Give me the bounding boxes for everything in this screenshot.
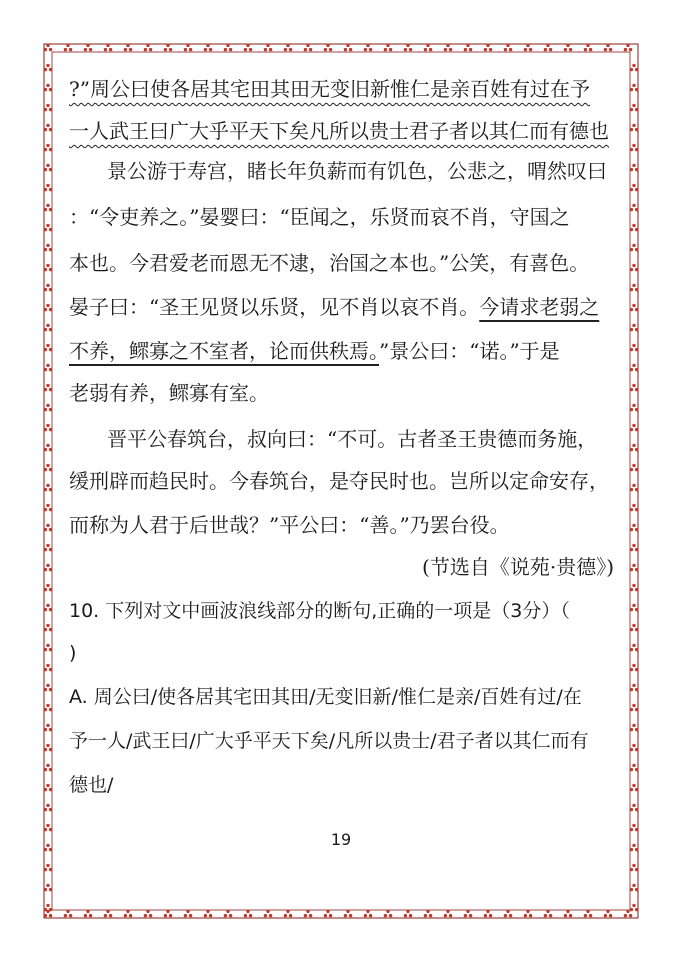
border-ornament <box>304 910 313 918</box>
border-ornament <box>44 864 53 872</box>
border-ornament <box>630 104 639 112</box>
border-ornament <box>404 44 413 52</box>
border-ornament <box>44 684 53 692</box>
border-ornament <box>44 804 53 812</box>
border-ornament <box>104 44 113 52</box>
border-ornament <box>630 224 639 232</box>
border-ornament <box>124 44 133 52</box>
border-ornament <box>244 44 253 52</box>
border-ornament <box>284 44 293 52</box>
passage-line-9: 晋平公春筑台，叔向曰：“不可。古者圣王贵德而务施， <box>107 427 598 451</box>
border-ornament <box>44 884 53 892</box>
border-ornament <box>630 724 639 732</box>
passage-line-11: 而称为人君于后世哉？”平公曰：“善。”乃罢台役。 <box>69 513 510 537</box>
border-ornament <box>64 44 73 52</box>
border-ornament <box>44 624 53 632</box>
border-ornament <box>404 910 413 918</box>
border-ornament <box>630 184 639 192</box>
border-ornament <box>324 44 333 52</box>
border-ornament <box>630 244 639 252</box>
passage-line-3: 景公游于寿宫，睹长年负薪而有饥色，公悲之，喟然叹曰 <box>107 159 607 183</box>
border-ornament <box>44 104 53 112</box>
border-ornament <box>44 584 53 592</box>
border-ornament <box>630 764 639 772</box>
question-stem: 10. 下列对文中画波浪线部分的断句,正确的一项是（3分）（ <box>69 600 570 622</box>
wavy-underline-text-2: 一人武王曰广大乎平天下矣凡所以贵士君子者以其仁而有德也 <box>69 119 609 143</box>
border-ornament <box>444 44 453 52</box>
page-number: 19 <box>330 830 352 849</box>
border-ornament <box>44 644 53 652</box>
border-ornament <box>630 624 639 632</box>
border-ornament <box>44 224 53 232</box>
border-ornament <box>44 464 53 472</box>
border-ornament <box>44 124 53 132</box>
border-ornament <box>630 124 639 132</box>
border-ornament <box>630 424 639 432</box>
border-ornament <box>204 910 213 918</box>
border-ornament <box>504 910 513 918</box>
passage-line-5: 本也。今君爱老而恩无不逮，治国之本也。”公笑，有喜色。 <box>69 251 590 275</box>
border-ornament <box>630 164 639 172</box>
border-ornament <box>630 64 639 72</box>
border-ornament <box>44 64 53 72</box>
border-ornament <box>44 784 53 792</box>
border-ornament <box>44 84 53 92</box>
border-ornament <box>384 910 393 918</box>
border-ornament <box>344 910 353 918</box>
border-ornament <box>44 324 53 332</box>
border-ornament <box>604 910 613 918</box>
border-ornament <box>244 910 253 918</box>
border-ornament <box>630 304 639 312</box>
border-ornament <box>630 644 639 652</box>
passage-line-6: 晏子曰：“圣王见贤以乐贤，见不肖以哀不肖。今请求老弱之 <box>69 295 600 319</box>
underlined-sentence-part-2: 不养，鳏寡之不室者，论而供秩焉。 <box>69 339 379 363</box>
border-ornament <box>384 44 393 52</box>
border-ornament <box>630 804 639 812</box>
border-ornament <box>44 744 53 752</box>
border-ornament <box>144 44 153 52</box>
border-ornament <box>144 910 153 918</box>
border-ornament <box>630 284 639 292</box>
border-ornament <box>630 204 639 212</box>
border-ornament <box>104 910 113 918</box>
border-ornament <box>630 404 639 412</box>
border-ornament <box>524 910 533 918</box>
border-ornament <box>84 44 93 52</box>
border-ornament <box>630 884 639 892</box>
border-ornament <box>44 764 53 772</box>
border-ornament <box>630 264 639 272</box>
border-ornament <box>630 904 639 912</box>
border-ornament <box>324 910 333 918</box>
border-ornament <box>424 44 433 52</box>
passage-line-1 <box>69 76 614 102</box>
border-ornament <box>424 910 433 918</box>
option-a-line-3: 德也/ <box>69 774 114 796</box>
underlined-sentence-part-1: 今请求老弱之 <box>479 295 600 319</box>
border-ornament <box>44 244 53 252</box>
border-ornament <box>630 784 639 792</box>
wavy-underline-text-1: ?”周公曰使各居其宅田其田无变旧新惟仁是亲百姓有过在予 <box>69 77 590 101</box>
border-ornament <box>630 564 639 572</box>
border-ornament <box>124 910 133 918</box>
border-ornament <box>484 44 493 52</box>
border-ornament <box>164 910 173 918</box>
border-ornament <box>44 184 53 192</box>
border-ornament <box>544 44 553 52</box>
passage-line-8: 老弱有养，鳏寡有室。 <box>69 381 269 405</box>
border-ornament <box>44 284 53 292</box>
border-ornament <box>264 44 273 52</box>
border-ornament <box>630 324 639 332</box>
option-a-line-2: 予一人/武王曰/广大乎平天下矣/凡所以贵士/君子者以其仁而有 <box>69 730 589 752</box>
border-ornament <box>630 704 639 712</box>
border-ornament <box>344 44 353 52</box>
border-ornament <box>544 910 553 918</box>
border-ornament <box>624 44 633 52</box>
source-citation: (节选自《说苑·贵德》) <box>422 555 614 579</box>
border-ornament <box>224 910 233 918</box>
border-ornament <box>224 44 233 52</box>
option-a-line-1: A. 周公曰/使各居其宅田其田/无变旧新/惟仁是亲/百姓有过/在 <box>69 686 582 708</box>
border-ornament <box>584 910 593 918</box>
border-ornament <box>584 44 593 52</box>
border-ornament <box>630 344 639 352</box>
border-ornament <box>44 404 53 412</box>
border-ornament <box>630 444 639 452</box>
border-ornament <box>630 464 639 472</box>
border-ornament <box>44 724 53 732</box>
border-ornament <box>184 910 193 918</box>
border-ornament <box>630 364 639 372</box>
border-ornament <box>84 910 93 918</box>
passage-line-2 <box>69 118 614 144</box>
border-ornament <box>364 44 373 52</box>
border-ornament <box>264 910 273 918</box>
border-ornament <box>44 144 53 152</box>
border-ornament <box>630 484 639 492</box>
border-ornament <box>44 544 53 552</box>
border-ornament <box>630 144 639 152</box>
border-ornament <box>464 910 473 918</box>
border-ornament <box>44 604 53 612</box>
border-ornament <box>630 384 639 392</box>
border-ornament <box>630 544 639 552</box>
border-ornament <box>364 910 373 918</box>
border-ornament <box>44 704 53 712</box>
border-ornament <box>44 304 53 312</box>
border-ornament <box>630 744 639 752</box>
border-ornament <box>630 504 639 512</box>
border-ornament <box>504 44 513 52</box>
border-ornament <box>44 444 53 452</box>
border-ornament <box>630 864 639 872</box>
border-ornament <box>524 44 533 52</box>
border-ornament <box>630 604 639 612</box>
border-ornament <box>630 684 639 692</box>
border-ornament <box>44 564 53 572</box>
border-ornament <box>44 364 53 372</box>
border-ornament <box>44 204 53 212</box>
border-ornament <box>44 344 53 352</box>
passage-line-4: ：“令吏养之。”晏婴曰：“臣闻之，乐贤而哀不肖，守国之 <box>69 205 570 229</box>
border-ornament <box>630 84 639 92</box>
border-ornament <box>44 44 53 52</box>
border-ornament <box>44 164 53 172</box>
border-ornament <box>184 44 193 52</box>
border-ornament <box>204 44 213 52</box>
border-ornament <box>44 384 53 392</box>
border-ornament <box>630 584 639 592</box>
border-ornament <box>564 44 573 52</box>
border-ornament <box>44 664 53 672</box>
question-stem-close: ) <box>69 642 77 664</box>
border-ornament <box>464 44 473 52</box>
border-ornament <box>630 524 639 532</box>
border-ornament <box>44 484 53 492</box>
passage-line-7: 不养，鳏寡之不室者，论而供秩焉。”景公曰：“诺。”于是 <box>69 339 560 363</box>
border-ornament <box>164 44 173 52</box>
border-ornament <box>284 910 293 918</box>
border-ornament <box>44 264 53 272</box>
border-ornament <box>304 44 313 52</box>
border-ornament <box>64 910 73 918</box>
border-ornament <box>444 910 453 918</box>
border-ornament <box>484 910 493 918</box>
border-ornament <box>630 664 639 672</box>
border-ornament <box>44 424 53 432</box>
border-ornament <box>44 504 53 512</box>
border-ornament <box>564 910 573 918</box>
passage-line-10: 缓刑辟而趋民时。今春筑台，是夺民时也。岂所以定命安存， <box>69 469 609 493</box>
border-ornament <box>44 524 53 532</box>
border-ornament <box>604 44 613 52</box>
